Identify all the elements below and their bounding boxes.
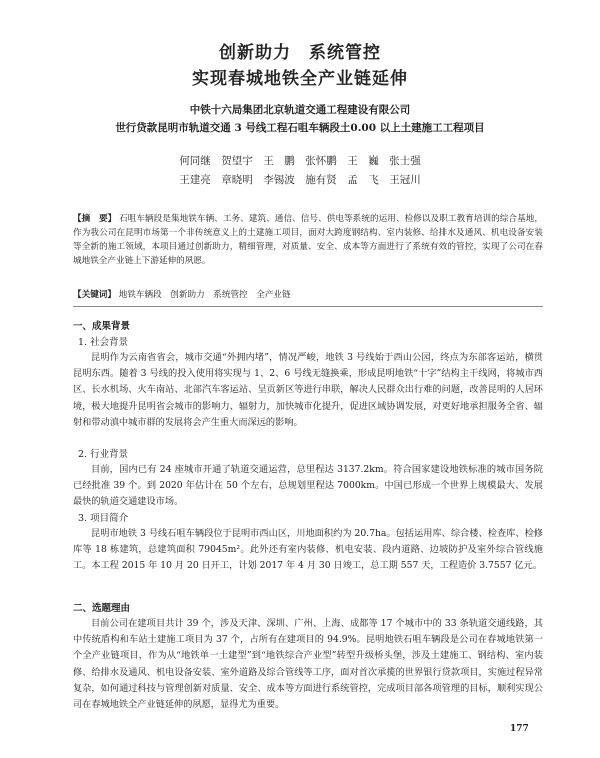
paragraph-project: 昆明市地铁 3 号线石咀车辆段位于昆明市西山区，川地面积约为 20.7ha。包括运用库、综合楼、检查库、检修库等 18 栋建筑，总建筑面积 79045m²。此外还有室内装修、机电安装、段内道路、边坡防护及室外综合管线施工。本工程 2015 年 10 月 20 日开工，计划 2017 年 4 月 30 日竣工，总工期 557 天，工程造价 3.7557 亿元。 xyxy=(73,528,543,572)
subheading-project: 3. 项目简介 xyxy=(78,513,129,524)
section-heading-background: 一、成果背景 xyxy=(73,321,131,332)
authors-line-2: 王建亮 章晓明 李锡波 施有贤 孟 飞 王冠川 xyxy=(179,174,421,186)
paragraph-social: 昆明作为云南省省会，城市交通“外拥内堵”，情况严峻，地铁 3 号线始于西山公园，终点为东部客运站，横贯昆明东西。随着 3 号线的投入使用将实现与 1、2、6 号线无缝换乘，形成昆明地铁“十字”结构主干线网，将城市西区、长水机场、火车南站、北部汽车客运站、呈贡新区等进行串联，解决人民群众出行难的问题，改善昆明的人居环境，极大地提升昆明省会城市的影响力、辐射力，加快城市化提升，促进区域协调发展，对更好地承担服务全省、辐射和带动滇中城市群的发展将会产生重大而深远的影响。 xyxy=(73,352,543,428)
subheading-industry: 2. 行业背景 xyxy=(78,449,129,460)
page-number: 177 xyxy=(510,724,529,734)
organization-line-2: 世行贷款昆明市轨道交通 3 号线工程石咀车辆段土0.00 以上土建施工工程项目 xyxy=(115,122,485,134)
title-line-2: 实现春城地铁全产业链延伸 xyxy=(192,69,408,89)
paragraph-industry: 目前，国内已有 24 座城市开通了轨道交通运营，总里程达 3137.2km。符合国家建设地铁标准的城市国务院已经批准 39 个。到 2020 年估计在 50 个左右，总规划里程达 7000km。中国已形成一个世界上规模最大、发展最快的轨道交通建设市场。 xyxy=(73,464,543,508)
divider xyxy=(73,306,543,307)
abstract-label: 【摘 要】 xyxy=(73,214,117,224)
keywords xyxy=(73,288,543,300)
authors-line-1: 何同继 贺望宇 王 鹏 张怀鹏 王 巍 张士强 xyxy=(179,155,421,167)
keywords-text: 地铁车辆段 创新助力 系统管控 全产业链 xyxy=(118,290,291,300)
keywords-label: 【关键词】 xyxy=(73,290,116,300)
paragraph-rationale: 目前公司在建项目共计 39 个，涉及天津、深圳、广州、上海、成都等 17 个城市中的 33 条轨道交通线路，其中传统盾构和车站土建施工项目为 37 个，占所有在建项目的 94.9%。昆明地铁石咀车辆段是公司在春城地铁第一个全产业链项目，作为从“地铁单一土建型”到“地铁综合产业型”转型升级桥头堡，涉及土建施工、钢结构、室内装修、给排水及通风、机电设备安装、室外道路及综合管线等工序，面对首次承揽的世界银行贷款项目，实施过程异常复杂，如何通过科技与管理创新对质量、安全、成本等方面进行系统管控，完成项目部各项管理的目标，顺利实现公司在春城地铁全产业链延伸的夙愿，显得尤为重要。 xyxy=(73,618,543,711)
organization-line-1: 中铁十六局集团北京轨道交通工程建设有限公司 xyxy=(189,104,411,116)
title-line-1: 创新助力 系统管控 xyxy=(219,43,381,63)
abstract-text: 石咀车辆段是集地铁车辆、工务、建筑、通信、信号、供电等系统的运用、检修以及职工教育培训的综合基地，作为我公司在昆明市场第一个非传统意义上的土建施工项目，面对大跨度钢结构、室内装修、给排水及通风、机电设备安装等全新的施工领域，本项目通过创新助力，精细管理，对质量、安全、成本等方面进行了系统有效的管控，实现了公司在春城地铁全产业链上下游延伸的夙愿。 xyxy=(73,214,543,266)
subheading-social: 1. 社会背景 xyxy=(78,337,129,348)
section-heading-rationale: 二、选题理由 xyxy=(73,603,131,614)
abstract xyxy=(73,212,543,268)
